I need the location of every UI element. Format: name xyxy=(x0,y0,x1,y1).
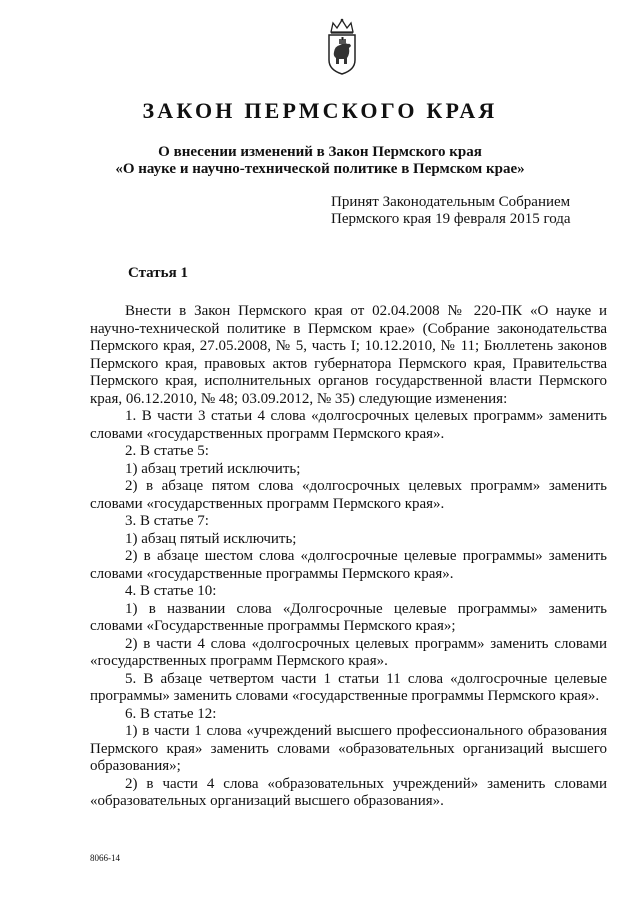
amendment-subitem: 1) абзац пятый исключить; xyxy=(125,530,297,547)
subtitle-line-2: «О науке и научно-технической политике в Пермском крае» xyxy=(115,161,525,177)
amendment-subitem: 2) в абзаце шестом слова «долгосрочные целевые программы» заменить словами «государственные программы Пермского края». xyxy=(90,548,607,582)
document-code: 8066-14 xyxy=(90,853,120,863)
amendment-item: 6. В статье 12: xyxy=(125,705,217,722)
amendment-subitem: 1) в названии слова «Долгосрочные целевые программы» заменить словами «Государственные программы Пермского края»; xyxy=(90,600,607,634)
article-heading: Статья 1 xyxy=(128,265,188,281)
amendment-item: 1. В части 3 статьи 4 слова «долгосрочных целевых программ» заменить словами «государственных программ Пермского края». xyxy=(90,408,607,442)
perm-krai-coat-of-arms-icon xyxy=(325,18,359,76)
article-body xyxy=(90,303,607,811)
adoption-line-1: Принят Законодательным Собранием xyxy=(331,194,571,210)
adoption-note xyxy=(331,194,571,228)
law-title: ЗАКОН ПЕРМСКОГО КРАЯ xyxy=(142,98,498,123)
subtitle-line-1: О внесении изменений в Закон Пермского края xyxy=(158,144,482,160)
amendment-item: 2. В статье 5: xyxy=(125,443,209,459)
amendment-item: 3. В статье 7: xyxy=(125,513,209,529)
amendment-subitem: 1) в части 1 слова «учреждений высшего профессионального образования Пермского края» заменить словами «образовательных организаций высшего образования»; xyxy=(90,723,607,774)
amendment-item: 4. В статье 10: xyxy=(125,583,217,599)
amendment-item: 5. В абзаце четвертом части 1 статьи 11 слова «долгосрочные целевые программы» заменить словами «государственные программы Пермского края». xyxy=(90,670,607,704)
adoption-line-2: Пермского края 19 февраля 2015 года xyxy=(331,211,571,227)
law-subtitle xyxy=(0,144,640,178)
amendment-subitem: 2) в части 4 слова «долгосрочных целевых программ» заменить словами «государственных программ Пермского края». xyxy=(90,635,607,669)
intro-paragraph: Внести в Закон Пермского края от 02.04.2008 № 220-ПК «О науке и научно-технической политике в Пермском крае» (Собрание законодательства Пермского края, 27.05.2008, № 5, часть I; 10.12.2010, № 11; Бюллетень законов Пермского края, правовых актов губернатора Пермского края, Правительства Пермского края, исполнительных органов государственной власти Пермского края, 06.12.2010, № 48; 03.09.2012, № 35) следующие изменения: xyxy=(90,303,607,407)
amendment-subitem: 2) в абзаце пятом слова «долгосрочных целевых программ» заменить словами «государственных программ Пермского края». xyxy=(90,478,607,512)
amendment-subitem: 1) абзац третий исключить; xyxy=(125,460,301,477)
amendment-subitem: 2) в части 4 слова «образовательных учреждений» заменить словами «образовательных организаций высшего образования». xyxy=(90,775,607,809)
